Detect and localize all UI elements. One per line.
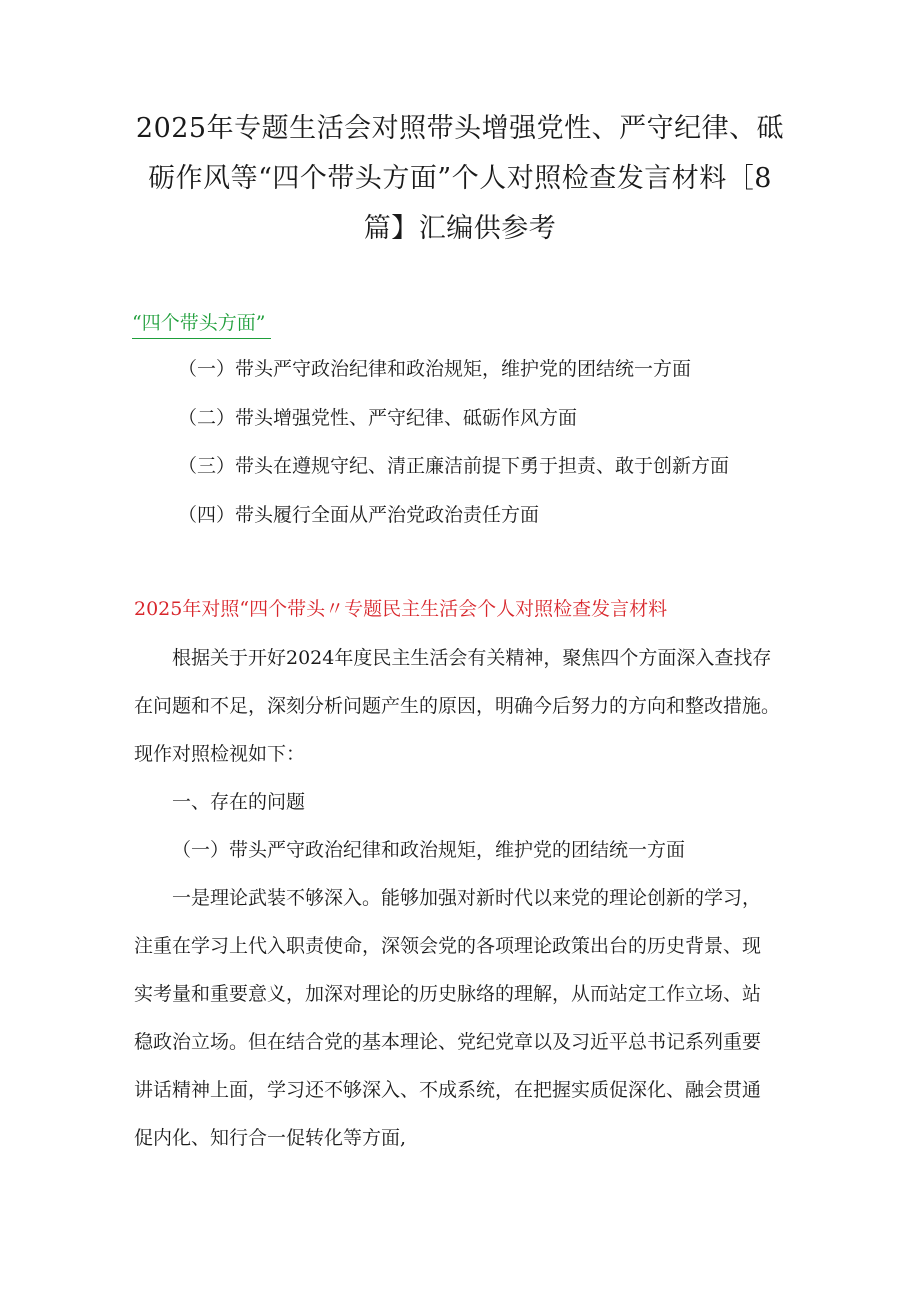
paragraph-line: 一是理论武装不够深入。能够加强对新时代以来党的理论创新的学习， [172,887,762,909]
title-line: 篇】汇编供参考 [363,213,557,244]
part-one-heading: 一、存在的问题 [172,791,306,813]
aspect-item: （四）带头履行全面从严治党政治责任方面 [178,503,540,526]
paragraph-line: 根据关于开好2024年度民主生活会有关精神，聚焦四个方面深入查找存 [172,647,772,669]
title-line: 2025年专题生活会对照带头增强党性、严守纪律、砥 [135,113,785,144]
document-title [120,104,800,254]
four-aspects-link[interactable]: “四个带头方面” [132,308,271,339]
paragraph-line: 促内化、知行合一促转化等方面, [134,1127,407,1149]
body-paragraph [134,874,794,1162]
paragraph-line: 注重在学习上代入职责使命，深领会党的各项理论政策出台的历史背景、现 [134,935,762,957]
aspect-item: （三）带头在遵规守纪、清正廉洁前提下勇于担责、敢于创新方面 [178,455,730,477]
paragraph-line: 讲话精神上面，学习还不够深入、不成系统，在把握实质促深化、融会贯通 [134,1079,762,1101]
aspect-item: （一）带头严守政治纪律和政治规矩，维护党的团结统一方面 [178,358,692,380]
paragraph-line: 现作对照检视如下： [134,743,306,765]
paragraph-line: 稳政治立场。但在结合党的基本理论、党纪党章以及习近平总书记系列重要 [134,1031,762,1053]
aspect-item: （二）带头增强党性、严守纪律、砥砺作风方面 [178,406,578,429]
section-heading: 2025年对照“四个带头〃专题民主生活会个人对照检查发言材料 [134,598,668,620]
paragraph-line: 实考量和重要意义，加深对理论的历史脉络的理解，从而站定工作立场、站 [134,983,762,1005]
part-one-subheading: （一）带头严守政治纪律和政治规矩，维护党的团结统一方面 [172,839,686,861]
paragraph-line: 在问题和不足，深刻分析问题产生的原因，明确今后努力的方向和整改措施。 [134,695,781,717]
aspects-list [178,354,818,548]
intro-paragraph [134,634,794,778]
title-line: 砺作风等“四个带头方面”个人对照检查发言材料［8 [148,163,772,194]
